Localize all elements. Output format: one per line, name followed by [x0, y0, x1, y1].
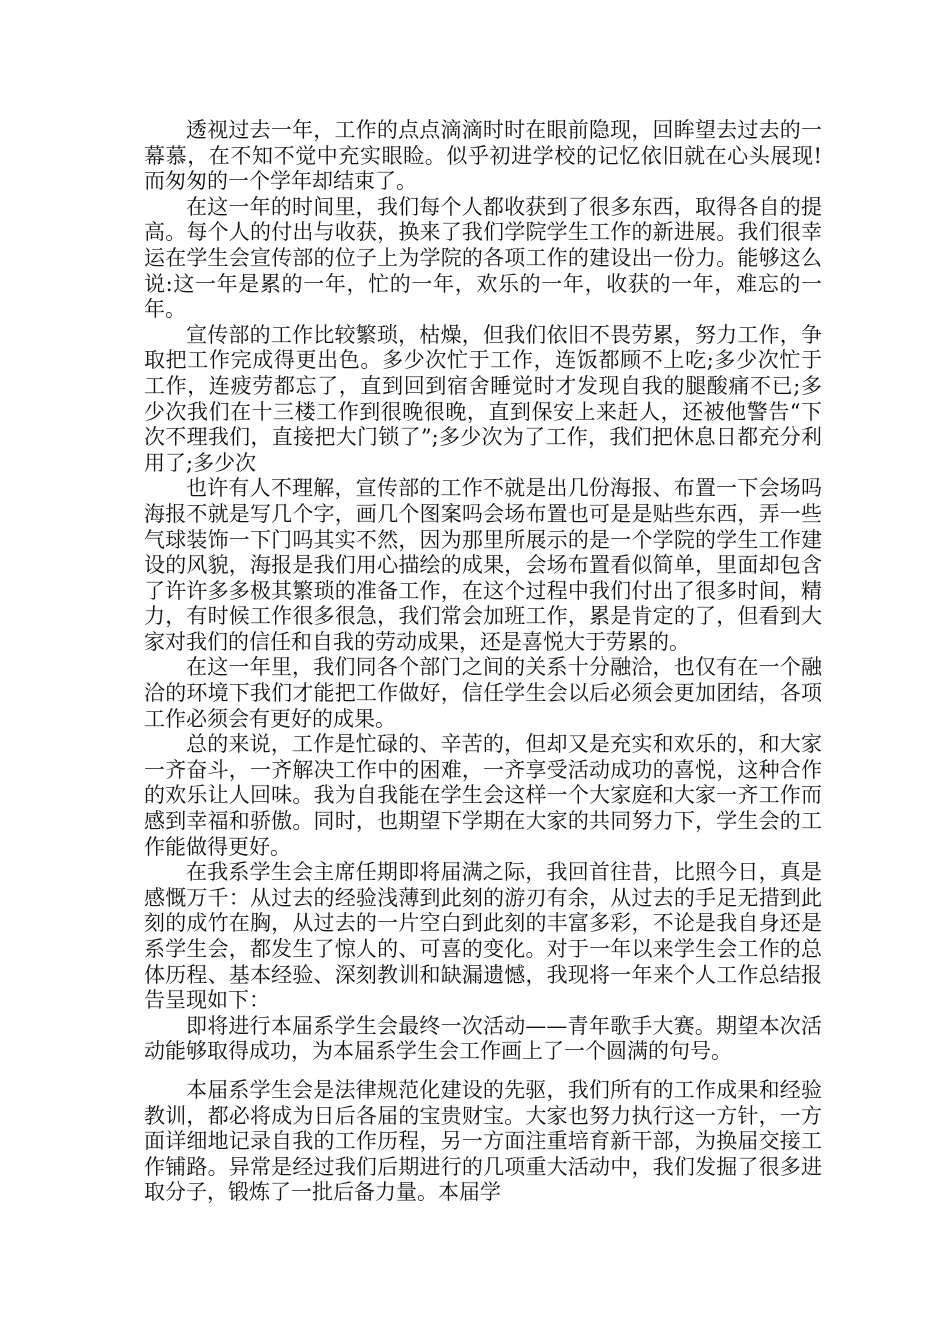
paragraph-1: 透视过去一年，工作的点点滴滴时时在眼前隐现，回眸望去过去的一幕慕，在不知不觉中充实眼睑。似乎初进学校的记忆依旧就在心头展现!而匆匆的一个学年却结束了。: [144, 118, 822, 194]
paragraph-9: 本届系学生会是法律规范化建设的先驱，我们所有的工作成果和经验教训，都必将成为日后各届的宝贵财宝。大家也努力执行这一方针，一方面详细地记录自我的工作历程，另一方面注重培育新干部，为换届交接工作铺路。异常是经过我们后期进行的几项重大活动中，我们发掘了很多进取分子，锻炼了一批后备力量。本届学: [144, 1077, 822, 1205]
paragraph-6: 总的来说，工作是忙碌的、辛苦的，但却又是充实和欢乐的，和大家一齐奋斗，一齐解决工作中的困难，一齐享受活动成功的喜悦，这种合作的欢乐让人回味。我为自我能在学生会这样一个大家庭和大家一齐工作而感到幸福和骄傲。同时，也期望下学期在大家的共同努力下，学生会的工作能做得更好。: [144, 732, 822, 859]
paragraph-4: 也许有人不理解，宣传部的工作不就是出几份海报、布置一下会场吗海报不就是写几个字，画几个图案吗会场布置也可是是贴些东西，弄一些气球装饰一下门吗其实不然，因为那里所展示的是一个学院的学生工作建设的风貌，海报是我们用心描绘的成果，会场布置看似简单，里面却包含了许许多多极其繁琐的准备工作，在这个过程中我们付出了很多时间，精力，有时候工作很多很急，我们常会加班工作，累是肯定的了，但看到大家对我们的信任和自我的劳动成果，还是喜悦大于劳累的。: [144, 476, 822, 654]
paragraph-7: 在我系学生会主席任期即将届满之际，我回首往昔，比照今日，真是感慨万千：从过去的经验浅薄到此刻的游刃有余，从过去的手足无措到此刻的成竹在胸，从过去的一片空白到此刻的丰富多彩，不论是我自身还是系学生会，都发生了惊人的、可喜的变化。对于一年以来学生会工作的总体历程、基本经验、深刻教训和缺漏遗憾，我现将一年来个人工作总结报告呈现如下：: [144, 860, 822, 1013]
document-body: [144, 118, 822, 1206]
paragraph-2: 在这一年的时间里，我们每个人都收获到了很多东西，取得各自的提高。每个人的付出与收获，换来了我们学院学生工作的新进展。我们很幸运在学生会宣传部的位子上为学院的各项工作的建设出一份力。能够这么说:这一年是累的一年，忙的一年，欢乐的一年，收获的一年，难忘的一年。: [144, 194, 822, 322]
paragraph-5: 在这一年里，我们同各个部门之间的关系十分融洽，也仅有在一个融洽的环境下我们才能把工作做好，信任学生会以后必须会更加团结，各项工作必须会有更好的成果。: [144, 655, 822, 731]
paragraph-8: 即将进行本届系学生会最终一次活动——青年歌手大赛。期望本次活动能够取得成功，为本届系学生会工作画上了一个圆满的句号。: [144, 1013, 822, 1064]
paragraph-3: 宣传部的工作比较繁琐，枯燥，但我们依旧不畏劳累，努力工作，争取把工作完成得更出色。多少次忙于工作，连饭都顾不上吃;多少次忙于工作，连疲劳都忘了，直到回到宿舍睡觉时才发现自我的腿酸痛不已;多少次我们在十三楼工作到很晚很晚，直到保安上来赶人，还被他警告“下次不理我们，直接把大门锁了”;多少次为了工作，我们把休息日都充分利用了;多少次: [144, 322, 822, 475]
